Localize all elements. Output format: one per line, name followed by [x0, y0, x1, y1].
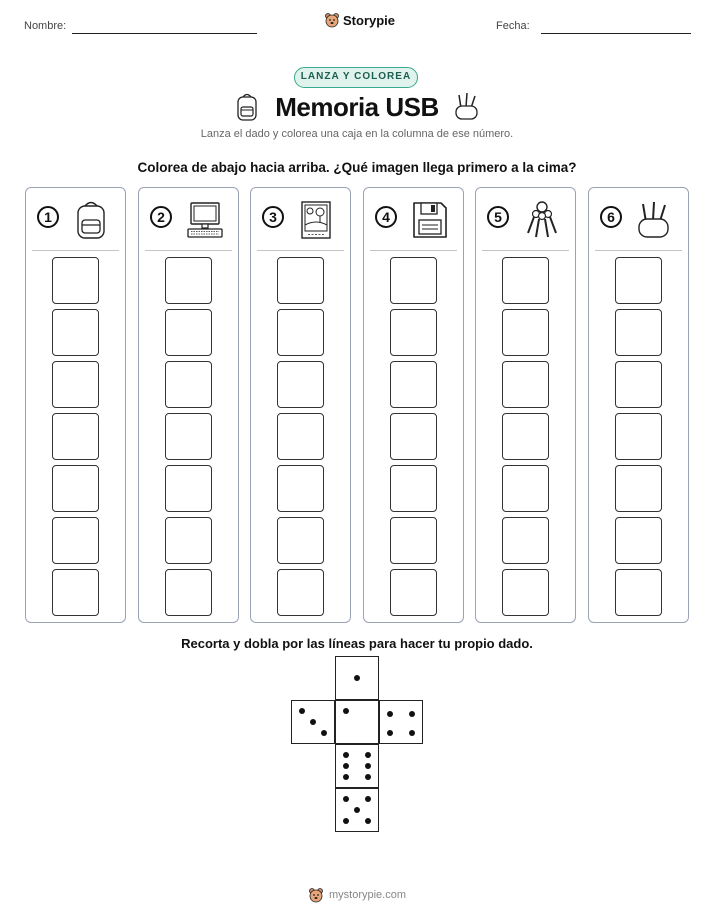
color-box[interactable]	[390, 257, 437, 304]
die-face-1	[335, 656, 379, 700]
color-box[interactable]	[277, 257, 324, 304]
column-divider	[482, 250, 569, 251]
backpack-icon	[73, 200, 109, 240]
die-pip	[343, 752, 349, 758]
color-box[interactable]	[615, 569, 662, 616]
column-number: 2	[150, 206, 172, 228]
color-box[interactable]	[502, 257, 549, 304]
footer	[308, 887, 406, 903]
brand-logo	[324, 12, 395, 28]
column-5	[475, 187, 576, 623]
color-box[interactable]	[502, 361, 549, 408]
die-pip	[343, 796, 349, 802]
date-label: Fecha:	[496, 20, 530, 32]
color-box[interactable]	[277, 465, 324, 512]
color-box[interactable]	[502, 569, 549, 616]
column-number: 3	[262, 206, 284, 228]
color-box[interactable]	[277, 309, 324, 356]
color-box[interactable]	[390, 361, 437, 408]
bear-mascot-icon	[308, 887, 324, 903]
color-box[interactable]	[277, 413, 324, 460]
color-box[interactable]	[502, 517, 549, 564]
column-divider	[32, 250, 119, 251]
die-pip	[365, 763, 371, 769]
column-number: 4	[375, 206, 397, 228]
die-face-3	[291, 700, 335, 744]
die-pip	[409, 711, 415, 717]
color-box[interactable]	[277, 517, 324, 564]
date-field[interactable]	[541, 33, 691, 34]
color-box[interactable]	[502, 465, 549, 512]
page-title: Memoria USB	[275, 92, 439, 122]
brand-name: Storypie	[343, 12, 396, 28]
column-number: 1	[37, 206, 59, 228]
color-box[interactable]	[390, 569, 437, 616]
color-box[interactable]	[390, 465, 437, 512]
die-pip	[365, 774, 371, 780]
die-pip	[387, 730, 393, 736]
color-box[interactable]	[165, 465, 212, 512]
color-box[interactable]	[615, 361, 662, 408]
computer-icon	[186, 200, 224, 240]
column-divider	[595, 250, 682, 251]
color-box[interactable]	[52, 517, 99, 564]
cut-instruction: Recorta y dobla por las líneas para hacer tu propio dado.	[181, 636, 533, 651]
bear-mascot-icon	[324, 12, 340, 28]
color-box[interactable]	[165, 569, 212, 616]
footer-url[interactable]: mystorypie.com	[329, 889, 407, 901]
floppy-disk-icon	[411, 200, 449, 240]
color-box[interactable]	[165, 257, 212, 304]
game-instruction: Colorea de abajo hacia arriba. ¿Qué imagen llega primero a la cima?	[137, 160, 577, 175]
color-box[interactable]	[165, 309, 212, 356]
column-1	[25, 187, 126, 623]
color-box[interactable]	[277, 361, 324, 408]
color-box[interactable]	[165, 413, 212, 460]
color-box[interactable]	[615, 517, 662, 564]
die-pip	[343, 763, 349, 769]
keys-icon	[523, 200, 561, 240]
column-6	[588, 187, 689, 623]
pencil-case-icon	[636, 200, 672, 240]
column-2	[138, 187, 239, 623]
color-box[interactable]	[615, 257, 662, 304]
column-divider	[145, 250, 232, 251]
pencil-case-icon	[454, 92, 480, 122]
color-box[interactable]	[165, 517, 212, 564]
die-pip	[343, 818, 349, 824]
color-box[interactable]	[615, 413, 662, 460]
die-face-6	[335, 744, 379, 788]
activity-badge: LANZA Y COLOREA	[294, 67, 418, 88]
die-pip	[343, 774, 349, 780]
die-pip	[365, 752, 371, 758]
column-divider	[370, 250, 457, 251]
die-pip	[387, 711, 393, 717]
name-field[interactable]	[72, 33, 257, 34]
picture-icon	[298, 200, 334, 240]
color-box[interactable]	[52, 413, 99, 460]
die-face-1	[335, 700, 379, 744]
die-pip	[354, 675, 360, 681]
color-box[interactable]	[277, 569, 324, 616]
die-pip	[299, 708, 305, 714]
die-pip	[343, 708, 349, 714]
column-3	[250, 187, 351, 623]
color-box[interactable]	[390, 309, 437, 356]
color-box[interactable]	[52, 465, 99, 512]
color-box[interactable]	[52, 569, 99, 616]
die-face-4	[379, 700, 423, 744]
die-pip	[354, 807, 360, 813]
color-box[interactable]	[502, 413, 549, 460]
color-box[interactable]	[165, 361, 212, 408]
die-face-5	[335, 788, 379, 832]
color-box[interactable]	[52, 309, 99, 356]
color-box[interactable]	[390, 517, 437, 564]
name-label: Nombre:	[24, 20, 67, 32]
die-pip	[321, 730, 327, 736]
color-box[interactable]	[52, 257, 99, 304]
die-pip	[409, 730, 415, 736]
column-number: 6	[600, 206, 622, 228]
column-4	[363, 187, 464, 623]
color-box[interactable]	[390, 413, 437, 460]
color-box[interactable]	[502, 309, 549, 356]
column-number: 5	[487, 206, 509, 228]
die-pip	[365, 818, 371, 824]
die-pip	[310, 719, 316, 725]
column-divider	[257, 250, 344, 251]
page-subtitle: Lanza el dado y colorea una caja en la columna de ese número.	[200, 128, 514, 140]
color-box[interactable]	[52, 361, 99, 408]
color-box[interactable]	[615, 309, 662, 356]
color-box[interactable]	[615, 465, 662, 512]
die-pip	[365, 796, 371, 802]
